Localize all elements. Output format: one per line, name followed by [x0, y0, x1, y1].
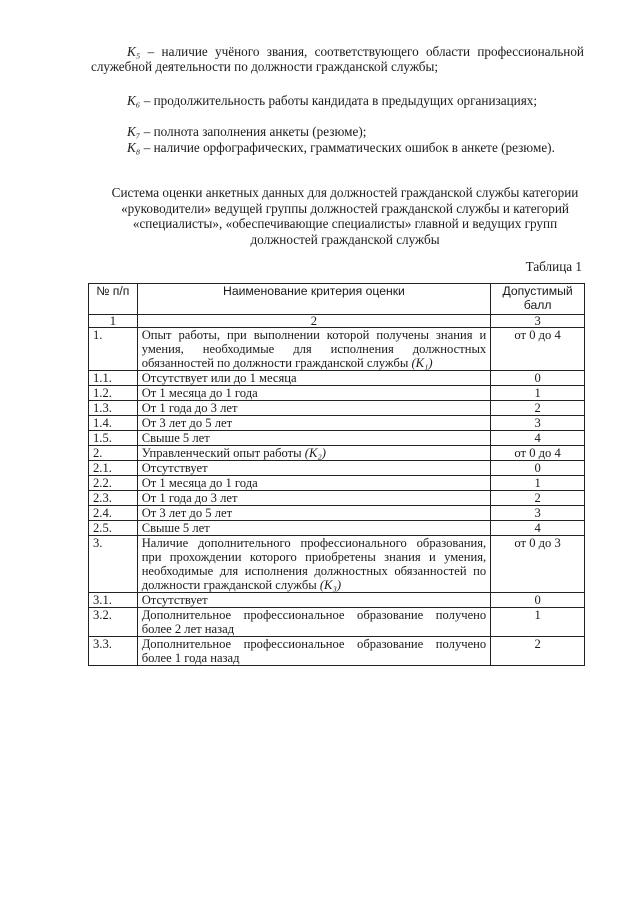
row-number: 3.2.	[89, 608, 138, 637]
criterion-name	[137, 401, 491, 416]
criterion-symbol: (K₂)	[304, 446, 326, 460]
row-score: от 0 до 3	[491, 536, 585, 593]
criterion-text: Управленческий опыт работы	[141, 446, 302, 460]
row-score: 0	[491, 593, 585, 608]
row-score: от 0 до 4	[491, 446, 585, 461]
table-row	[89, 416, 585, 431]
paragraph-text: – наличие учёного звания, соответствующего области профессиональной служебной деятельности по должности гражданской службы;	[91, 44, 584, 74]
row-score: 3	[491, 416, 585, 431]
criterion-name	[137, 491, 491, 506]
criterion-text: Отсутствует	[141, 593, 208, 607]
paragraph-k6	[91, 93, 584, 108]
row-number: 2.	[89, 446, 138, 461]
table-row	[89, 446, 585, 461]
row-number: 2.1.	[89, 461, 138, 476]
criterion-text: От 1 месяца до 1 года	[141, 386, 258, 400]
criterion-text: От 1 месяца до 1 года	[141, 476, 258, 490]
table-row	[89, 637, 585, 666]
table-row	[89, 386, 585, 401]
column-number: 3	[491, 315, 585, 328]
criterion-name	[137, 506, 491, 521]
column-number: 2	[137, 315, 491, 328]
row-score: 3	[491, 506, 585, 521]
row-number: 1.	[89, 328, 138, 371]
criterion-symbol: (K₁)	[411, 356, 433, 370]
criterion-text: Наличие дополнительного профессионального образования, при прохождении которого приобретены знания и умения, необходимые для исполнения должностных обязанностей по должности гражданской службы	[141, 536, 487, 592]
row-number: 2.5.	[89, 521, 138, 536]
criterion-name	[137, 371, 491, 386]
criterion-name	[137, 461, 491, 476]
table-body	[89, 328, 585, 666]
row-score: 1	[491, 386, 585, 401]
criterion-text: Отсутствует	[141, 461, 208, 475]
row-number: 1.5.	[89, 431, 138, 446]
criterion-name	[137, 476, 491, 491]
row-number: 3.3.	[89, 637, 138, 666]
row-score: 1	[491, 476, 585, 491]
row-score: от 0 до 4	[491, 328, 585, 371]
row-score: 2	[491, 637, 585, 666]
table-row	[89, 476, 585, 491]
column-number-row	[89, 315, 585, 328]
row-score: 1	[491, 608, 585, 637]
criterion-text: Опыт работы, при выполнении которой получены знания и умения, необходимые для исполнения должностных обязанностей по должности гражданской службы	[141, 328, 487, 370]
paragraph-k8	[91, 140, 584, 155]
criterion-text: Дополнительное профессиональное образование получено более 1 года назад	[141, 637, 487, 665]
header-score: Допустимый балл	[491, 284, 585, 315]
criterion-text: От 3 лет до 5 лет	[141, 416, 233, 430]
criterion-symbol: (K₃)	[319, 578, 342, 592]
row-number: 2.3.	[89, 491, 138, 506]
section-title: Система оценки анкетных данных для должностей гражданской службы категории «руководители» ведущей группы должностей гражданской службы и категорий «специалисты», «обеспечивающие специалисты» главной и ведущих групп должностей гражданской службы	[111, 185, 579, 247]
row-number: 2.4.	[89, 506, 138, 521]
paragraph-k7	[91, 124, 584, 139]
criterion-name	[137, 608, 491, 637]
table-row	[89, 536, 585, 593]
paragraph-text: – полнота заполнения анкеты (резюме);	[140, 124, 367, 139]
row-number: 1.3.	[89, 401, 138, 416]
table-row	[89, 608, 585, 637]
criterion-name	[137, 446, 491, 461]
criterion-text: Свыше 5 лет	[141, 521, 210, 535]
criterion-name	[137, 431, 491, 446]
criterion-symbol: K₈	[127, 140, 141, 155]
table-row	[89, 506, 585, 521]
table-label: Таблица 1	[525, 259, 582, 274]
criterion-name	[137, 521, 491, 536]
row-score: 0	[491, 371, 585, 386]
criterion-text: Дополнительное профессиональное образование получено более 2 лет назад	[141, 608, 487, 636]
criterion-text: От 3 лет до 5 лет	[141, 506, 233, 520]
criterion-symbol: K₆	[127, 93, 141, 108]
table-row	[89, 593, 585, 608]
criterion-symbol: K₇	[127, 124, 141, 139]
criterion-name	[137, 593, 491, 608]
criterion-text: Отсутствует или до 1 месяца	[141, 371, 297, 385]
criterion-name	[137, 536, 491, 593]
paragraph-text: – продолжительность работы кандидата в предыдущих организациях;	[140, 93, 538, 108]
criterion-text: От 1 года до 3 лет	[141, 491, 238, 505]
table-row	[89, 371, 585, 386]
table-row	[89, 521, 585, 536]
row-number: 3.1.	[89, 593, 138, 608]
row-score: 2	[491, 401, 585, 416]
header-num: № п/п	[89, 284, 138, 315]
row-score: 0	[491, 461, 585, 476]
criterion-text: Свыше 5 лет	[141, 431, 210, 445]
table-header-row	[89, 284, 585, 315]
table-row	[89, 431, 585, 446]
row-number: 3.	[89, 536, 138, 593]
row-score: 2	[491, 491, 585, 506]
column-number: 1	[89, 315, 138, 328]
table-row	[89, 491, 585, 506]
header-name: Наименование критерия оценки	[137, 284, 491, 315]
table-row	[89, 401, 585, 416]
criterion-text: От 1 года до 3 лет	[141, 401, 238, 415]
criterion-name	[137, 416, 491, 431]
paragraph-text: – наличие орфографических, грамматических ошибок в анкете (резюме).	[140, 140, 555, 155]
table-row	[89, 461, 585, 476]
criterion-name	[137, 637, 491, 666]
table-row	[89, 328, 585, 371]
paragraph-k5	[91, 44, 584, 74]
row-number: 1.2.	[89, 386, 138, 401]
row-number: 1.1.	[89, 371, 138, 386]
row-number: 1.4.	[89, 416, 138, 431]
criterion-name	[137, 328, 491, 371]
criterion-name	[137, 386, 491, 401]
row-number: 2.2.	[89, 476, 138, 491]
row-score: 4	[491, 521, 585, 536]
criteria-table	[88, 283, 585, 666]
row-score: 4	[491, 431, 585, 446]
criterion-symbol: K₅	[127, 44, 141, 59]
